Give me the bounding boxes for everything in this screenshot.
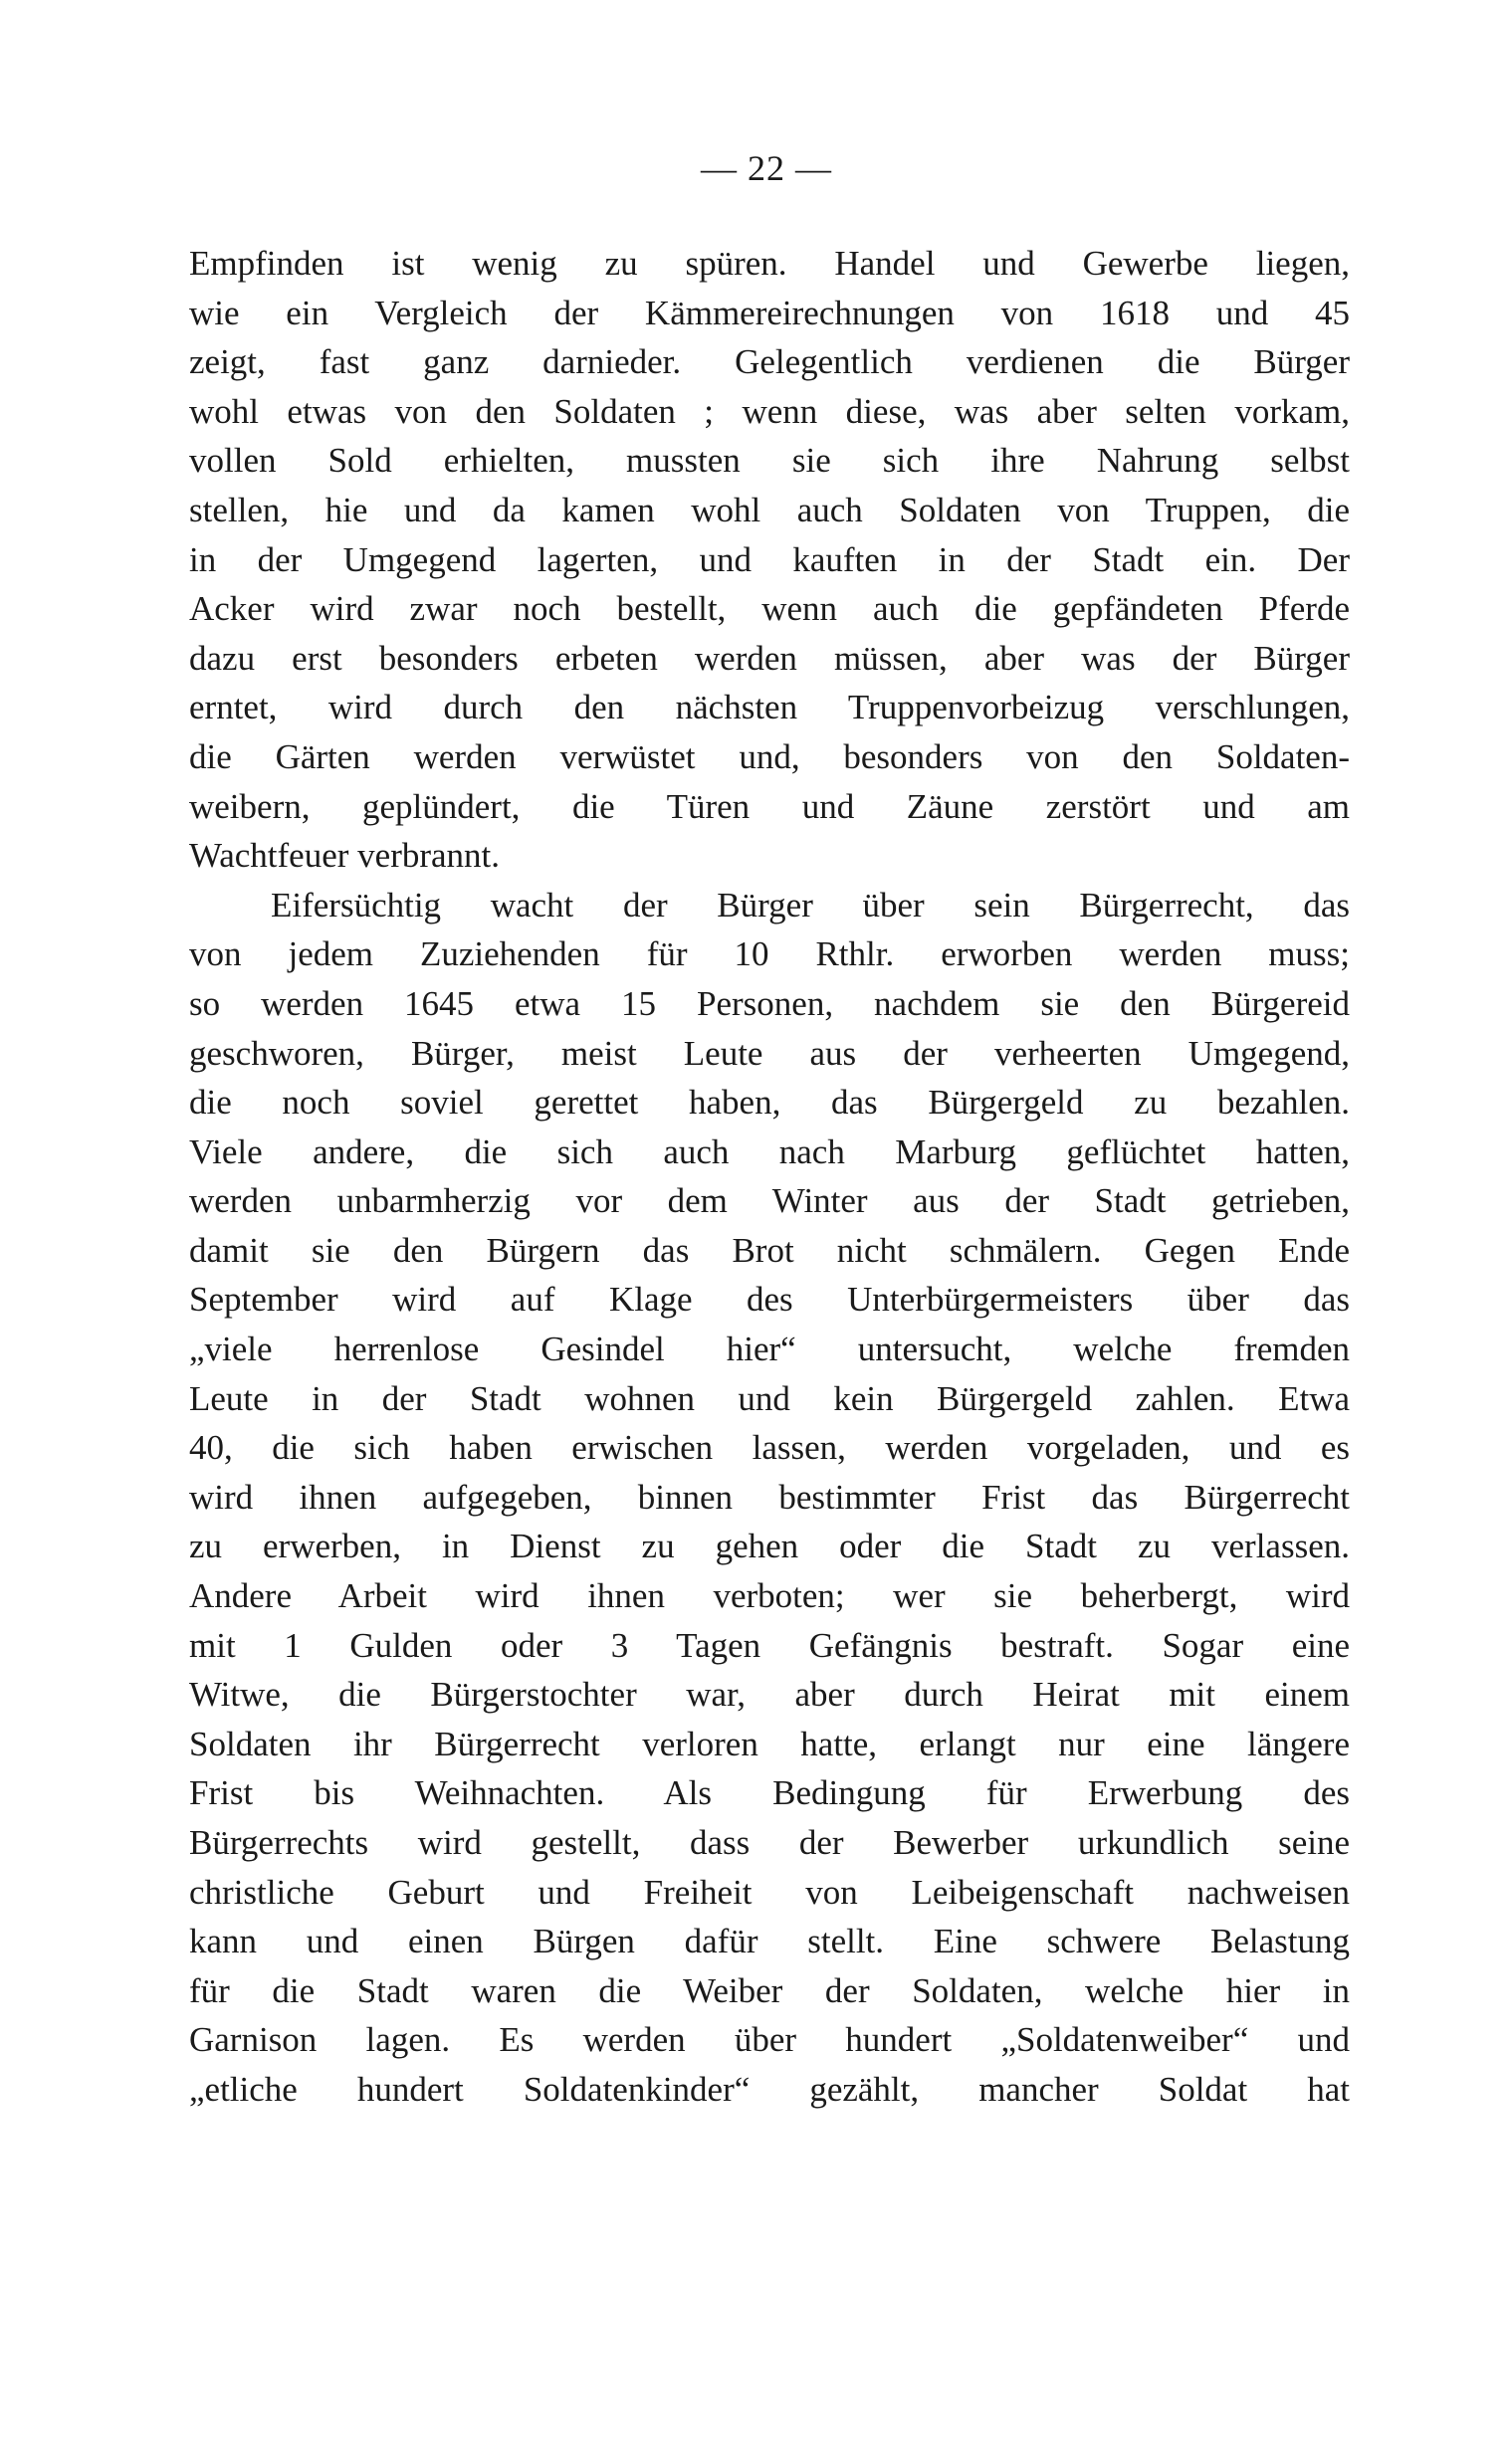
text-line: vollen Sold erhielten, mussten sie sich ihre Nahrung selbst: [189, 441, 1350, 481]
text-line: so werden 1645 etwa 15 Personen, nachdem sie den Bürgereid: [189, 983, 1350, 1023]
text-line: weibern, geplündert, die Türen und Zäune zerstört und am: [189, 786, 1350, 826]
text-line: Acker wird zwar noch bestellt, wenn auch die gepfändeten Pferde: [189, 589, 1350, 629]
text-line: werden unbarmherzig vor dem Winter aus der Stadt getrieben,: [189, 1181, 1350, 1221]
text-line: christliche Geburt und Freiheit von Leibeigenschaft nachweisen: [189, 1872, 1350, 1912]
text-line: „viele herrenlose Gesindel hier“ untersucht, welche fremden: [189, 1330, 1350, 1369]
text-line: Garnison lagen. Es werden über hundert „Soldatenweiber“ und: [189, 2020, 1350, 2060]
text-line: Bürgerrechts wird gestellt, dass der Bewerber urkundlich seine: [189, 1823, 1350, 1862]
text-line: Soldaten ihr Bürgerrecht verloren hatte, erlangt nur eine längere: [189, 1724, 1350, 1763]
text-line: 40, die sich haben erwischen lassen, werden vorgeladen, und es: [189, 1428, 1350, 1468]
text-line: geschworen, Bürger, meist Leute aus der verheerten Umgegend,: [189, 1033, 1350, 1073]
text-line: wird ihnen aufgegeben, binnen bestimmter Frist das Bürgerrecht: [189, 1477, 1350, 1517]
text-line: wie ein Vergleich der Kämmereirechnungen von 1618 und 45: [189, 293, 1350, 332]
body-text: [189, 239, 1350, 2115]
text-line: kann und einen Bürgen dafür stellt. Eine schwere Belastung: [189, 1922, 1350, 1961]
text-line: mit 1 Gulden oder 3 Tagen Gefängnis bestraft. Sogar eine: [189, 1625, 1350, 1665]
text-line: die Gärten werden verwüstet und, besonders von den Soldaten-: [189, 736, 1350, 776]
text-line: Witwe, die Bürgerstochter war, aber durch Heirat mit einem: [189, 1675, 1350, 1715]
text-line: September wird auf Klage des Unterbürgermeisters über das: [189, 1280, 1350, 1320]
text-line: für die Stadt waren die Weiber der Soldaten, welche hier in: [189, 1970, 1350, 2010]
text-line: dazu erst besonders erbeten werden müssen, aber was der Bürger: [189, 638, 1350, 678]
text-line: Wachtfeuer verbrannt.: [189, 836, 501, 876]
text-line: zeigt, fast ganz darnieder. Gelegentlich verdienen die Bürger: [189, 342, 1350, 382]
text-line: zu erwerben, in Dienst zu gehen oder die Stadt zu verlassen.: [189, 1527, 1350, 1566]
text-line: die noch soviel gerettet haben, das Bürgergeld zu bezahlen.: [189, 1083, 1350, 1123]
text-line: „etliche hundert Soldatenkinder“ gezählt, mancher Soldat hat: [189, 2069, 1350, 2109]
text-line: in der Umgegend lagerten, und kauften in der Stadt ein. Der: [189, 539, 1350, 579]
text-line: Viele andere, die sich auch nach Marburg geflüchtet hatten,: [189, 1131, 1350, 1171]
text-line: Empfinden ist wenig zu spüren. Handel und Gewerbe liegen,: [189, 244, 1350, 283]
page-number: — 22 —: [701, 148, 832, 188]
text-line: Frist bis Weihnachten. Als Bedingung für Erwerbung des: [189, 1773, 1350, 1813]
text-line: von jedem Zuziehenden für 10 Rthlr. erworben werden muss;: [189, 934, 1350, 974]
text-line: Eifersüchtig wacht der Bürger über sein Bürgerrecht, das: [271, 885, 1350, 924]
text-line: erntet, wird durch den nächsten Truppenvorbeizug verschlungen,: [189, 688, 1350, 727]
text-line: wohl etwas von den Soldaten ; wenn diese, was aber selten vorkam,: [189, 391, 1350, 431]
text-line: Andere Arbeit wird ihnen verboten; wer sie beherbergt, wird: [189, 1576, 1350, 1616]
text-line: damit sie den Bürgern das Brot nicht schmälern. Gegen Ende: [189, 1230, 1350, 1270]
text-line: stellen, hie und da kamen wohl auch Soldaten von Truppen, die: [189, 490, 1350, 529]
text-line: Leute in der Stadt wohnen und kein Bürgergeld zahlen. Etwa: [189, 1378, 1350, 1418]
